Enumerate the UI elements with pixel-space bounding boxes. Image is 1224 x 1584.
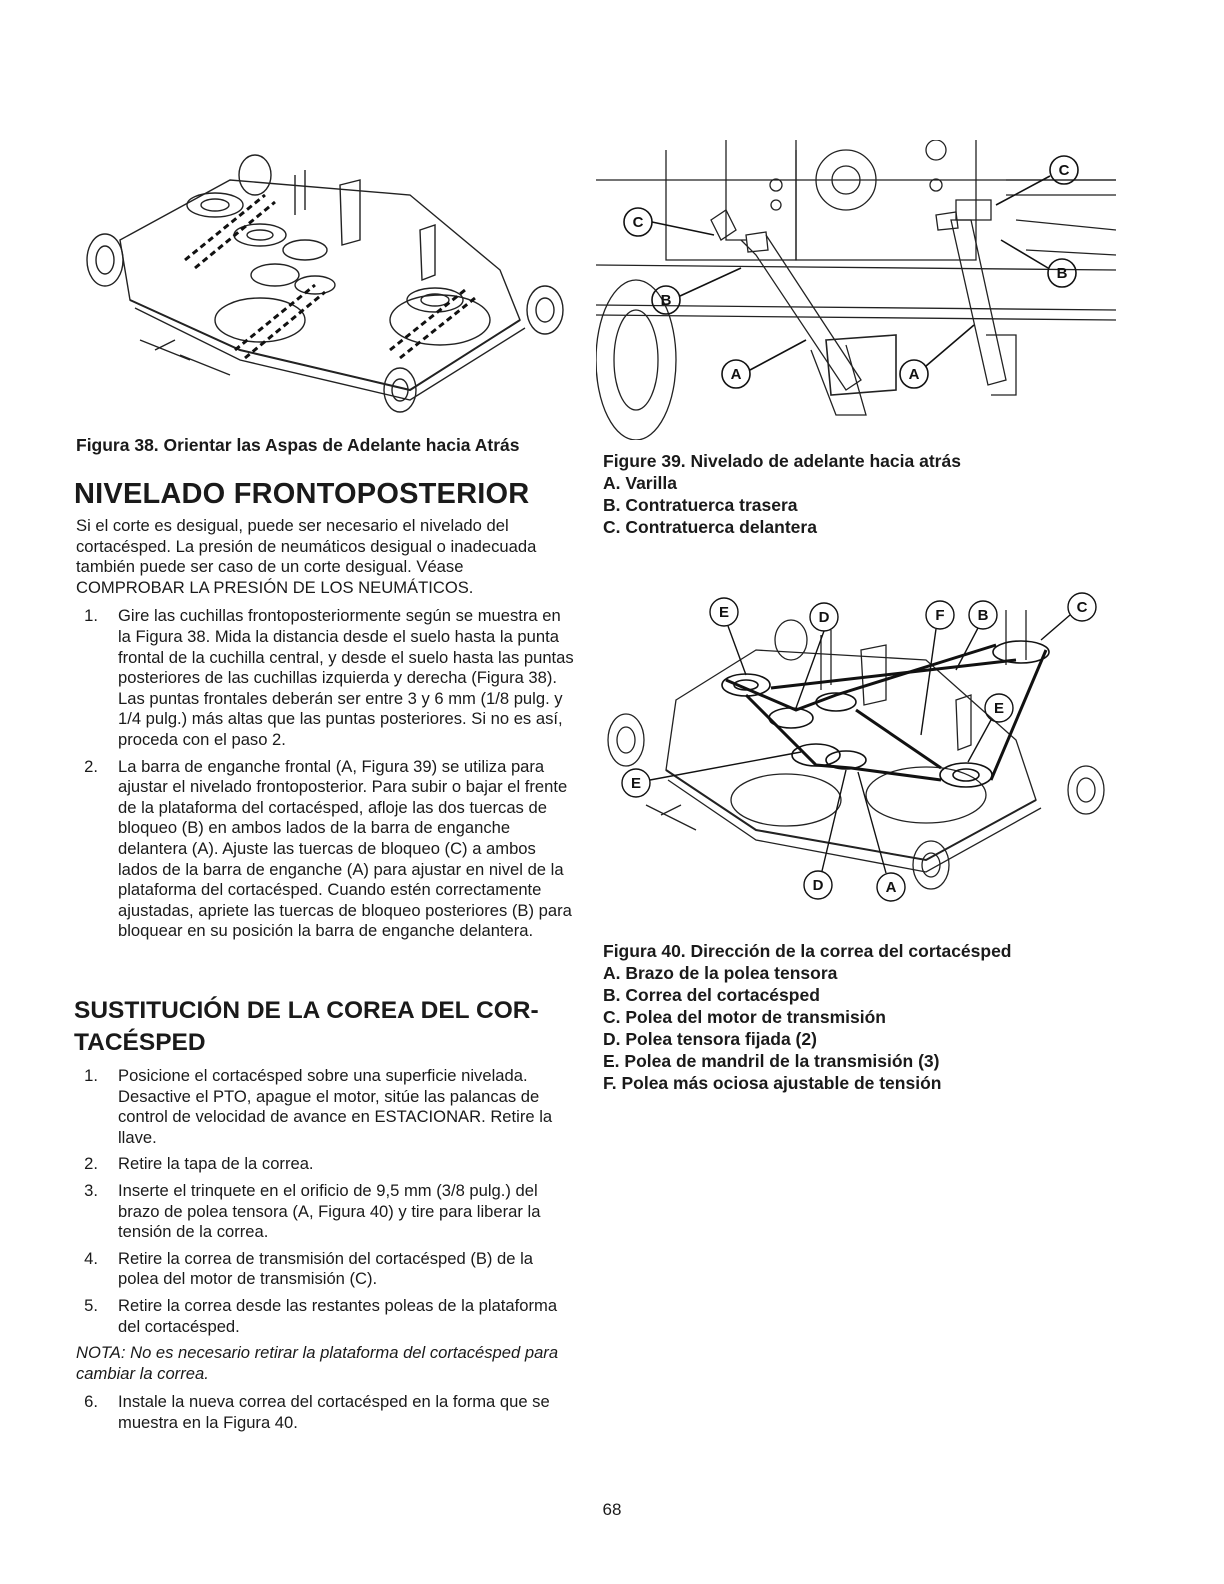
- figure-39-legend-item: C. Contratuerca delantera: [603, 517, 817, 537]
- section-title-line-1: SUSTITUCIÓN DE LA COREA DEL COR-: [74, 997, 539, 1024]
- callout-e: E: [718, 604, 730, 621]
- step-text: Gire las cuchillas frontoposteriormente según se muestra en la Figura 38. Mida la distancia desde el suelo hasta la punta frontal de la cuchilla central, y desde el suelo hasta las puntas posteriores de las cuchillas izquierda y derecha (Figura 38). Las puntas frontales deberán ser entre 3 y 6 mm (1/8 pulg. y 1/4 pulg.) más altas que las puntas posteriores. Si no es así, proceda con el paso 2.: [118, 606, 574, 749]
- step-number: 2.: [84, 756, 98, 776]
- figure-40-caption-text: Figura 40. Dirección de la correa del cortacésped: [603, 941, 1012, 961]
- figure-39-illustration: [596, 140, 1116, 440]
- figure-40-legend-item: C. Polea del motor de transmisión: [603, 1007, 886, 1027]
- section-title-line-2: TACÉSPED: [74, 1029, 206, 1056]
- list-item: [76, 606, 576, 750]
- figure-39-legend-item: B. Contratuerca trasera: [603, 495, 798, 515]
- callout-b: B: [660, 292, 672, 309]
- figure-38-caption-text: Figura 38. Orientar las Aspas de Adelante hacia Atrás: [76, 435, 520, 455]
- callout-b: B: [1056, 265, 1068, 282]
- step-text: Posicione el cortacésped sobre una superficie nivelada. Desactive el PTO, apague el motor, sitúe las palancas de control de velocidad de avance en ESTACIONAR. Retire la llave.: [118, 1066, 553, 1147]
- step-text: Retire la correa desde las restantes poleas de la plataforma del cortacésped.: [118, 1295, 558, 1336]
- list-item: [76, 757, 576, 942]
- figure-40-legend-item: D. Polea tensora fijada (2): [603, 1029, 817, 1049]
- step-text: Retire la tapa de la correa.: [118, 1154, 314, 1174]
- step-text: Inserte el trinquete en el orificio de 9,5 mm (3/8 pulg.) del brazo de polea tensora (A, Figura 40) y tire para liberar la tensión de la correa.: [118, 1180, 541, 1242]
- callout-b: B: [977, 607, 989, 624]
- section-1-steps: [76, 606, 576, 942]
- callout-a: A: [730, 366, 742, 383]
- callout-e: E: [993, 700, 1005, 717]
- figure-39-legend-item: A. Varilla: [603, 473, 677, 493]
- callout-a: A: [908, 366, 920, 383]
- callout-c: C: [1076, 599, 1088, 616]
- list-item: [76, 1181, 576, 1243]
- step-number: 2.: [84, 1154, 98, 1174]
- figure-40-illustration: [596, 590, 1116, 920]
- figure-40-legend-item: F. Polea más ociosa ajustable de tensión: [603, 1073, 942, 1093]
- callout-e: E: [630, 775, 642, 792]
- section-title-nivelado: NIVELADO FRONTOPOSTERIOR: [74, 478, 530, 510]
- list-item: [76, 1249, 576, 1290]
- step-number: 4.: [84, 1248, 98, 1268]
- figure-38-illustration: [80, 150, 570, 420]
- step-text: Retire la correa de transmisión del cortacésped (B) de la polea del motor de transmisión (C).: [118, 1248, 534, 1289]
- figure-40-legend-item: E. Polea de mandril de la transmisión (3): [603, 1051, 940, 1071]
- list-item: [76, 1392, 576, 1433]
- section-title-sustitucion: [74, 995, 539, 1059]
- callout-c: C: [1058, 162, 1070, 179]
- figure-40-caption: [603, 940, 1012, 1094]
- callout-d: D: [812, 877, 824, 894]
- step-text: Instale la nueva correa del cortacésped en la forma que se muestra en la Figura 40.: [118, 1392, 550, 1432]
- figure-40-legend-item: B. Correa del cortacésped: [603, 985, 820, 1005]
- section-2-body: [76, 1066, 576, 1440]
- step-number: 3.: [84, 1180, 98, 1200]
- callout-d: D: [818, 609, 830, 626]
- step-number: 1.: [84, 1066, 98, 1085]
- figure-39-caption: [603, 450, 961, 538]
- figure-39-caption-text: Figure 39. Nivelado de adelante hacia atrás: [603, 451, 961, 471]
- callout-f: F: [935, 607, 945, 624]
- list-item: [76, 1066, 576, 1148]
- figure-38-caption: [76, 434, 520, 456]
- step-text: La barra de enganche frontal (A, Figura 39) se utiliza para ajustar el nivelado frontoposterior. Para subir o bajar el frente de la plataforma del cortacésped, afloje las dos tuercas de bloqueo (B) en ambos lados de la barra de enganche delantera (A). Ajuste las tuercas de bloqueo (C) a ambos lados de la barra de enganche (A) para ajustar en nivel de la plataforma del cortacésped. Cuando estén correctamente ajustadas, apriete las tuercas de bloqueo posteriores (B) para bloquear en su posición la barra de enganche delantera.: [118, 756, 572, 941]
- step-number: 1.: [84, 606, 98, 626]
- step-number: 6.: [84, 1392, 98, 1412]
- section-2-final-step: [76, 1392, 576, 1433]
- list-item: [76, 1154, 576, 1175]
- step-number: 5.: [84, 1295, 98, 1315]
- section-1-intro: Si el corte es desigual, puede ser necesario el nivelado del cortacésped. La presión de neumáticos desigual o inadecuada también puede ser caso de un corte desigual. Véase COMPROBAR LA PRESIÓN DE LOS NEUMÁTICOS.: [76, 516, 537, 597]
- section-2-steps: [76, 1066, 576, 1337]
- callout-a: A: [885, 879, 897, 896]
- section-1-body: [76, 516, 576, 948]
- page-number: 68: [602, 1500, 622, 1519]
- callout-c: C: [632, 214, 644, 231]
- list-item: [76, 1296, 576, 1337]
- figure-40-legend-item: A. Brazo de la polea tensora: [603, 963, 838, 983]
- note: NOTA: No es necesario retirar la plataforma del cortacésped para cambiar la correa.: [76, 1343, 559, 1383]
